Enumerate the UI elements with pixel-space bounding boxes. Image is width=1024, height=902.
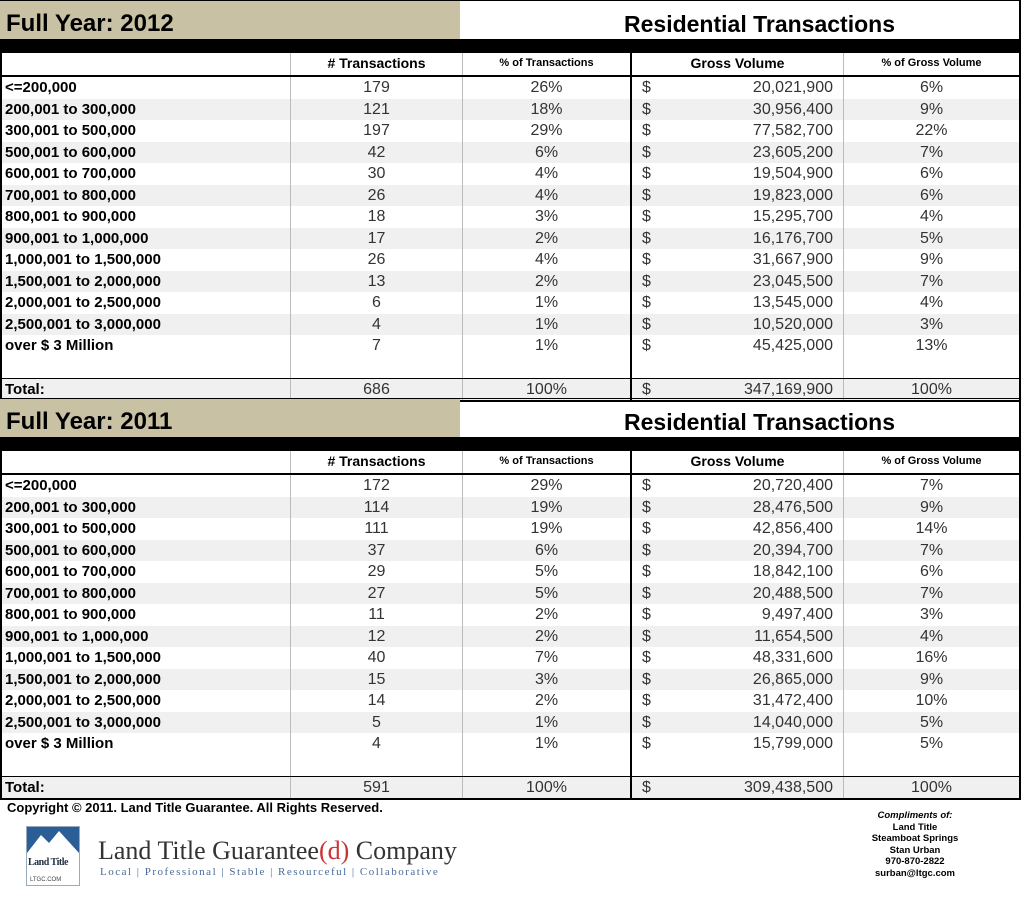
transactions-cell: 26 <box>290 249 462 271</box>
currency-symbol: $ <box>642 337 651 354</box>
gross-volume-value: 23,605,200 <box>752 143 833 161</box>
total-row <box>2 378 1019 401</box>
pct-transactions-cell: 1% <box>462 292 630 314</box>
price-range-label: 1,500,001 to 2,000,000 <box>5 272 161 290</box>
gross-volume-cell <box>630 647 843 669</box>
transactions-cell: 40 <box>290 647 462 669</box>
transactions-cell: 5 <box>290 712 462 734</box>
transactions-table <box>0 451 1021 800</box>
pct-transactions-cell: 1% <box>462 314 630 336</box>
pct-transactions-cell: 2% <box>462 271 630 293</box>
gross-volume-cell <box>630 379 843 401</box>
company-name-d: (d) <box>318 836 350 865</box>
gross-volume-cell <box>630 712 843 734</box>
transactions-cell: 179 <box>290 77 462 99</box>
table-row <box>2 518 1019 540</box>
pct-transactions-cell: 29% <box>462 475 630 497</box>
copyright-text: Copyright © 2011. Land Title Guarantee. All Rights Reserved. <box>7 800 383 815</box>
price-range-label: 300,001 to 500,000 <box>5 122 136 139</box>
currency-symbol: $ <box>642 79 651 96</box>
currency-symbol: $ <box>642 272 651 290</box>
price-range-label: 800,001 to 900,000 <box>5 208 136 225</box>
gross-volume-cell <box>630 733 843 755</box>
transactions-cell: 121 <box>290 99 462 121</box>
currency-symbol: $ <box>642 315 651 333</box>
price-range-label: over $ 3 Million <box>5 735 114 752</box>
price-range-label: 1,000,001 to 1,500,000 <box>5 251 161 268</box>
table-row <box>2 120 1019 142</box>
gross-volume-cell <box>630 540 843 562</box>
transactions-cell: 197 <box>290 120 462 142</box>
gross-volume-cell <box>630 497 843 519</box>
gross-volume-cell <box>630 142 843 164</box>
currency-symbol: $ <box>642 670 651 688</box>
pct-transactions-cell: 1% <box>462 335 630 357</box>
transactions-cell: 15 <box>290 669 462 691</box>
gross-volume-cell <box>630 561 843 583</box>
pct-transactions-cell: 26% <box>462 77 630 99</box>
transactions-cell: 29 <box>290 561 462 583</box>
pct-gross-volume-cell: 4% <box>843 292 1019 314</box>
currency-symbol: $ <box>642 520 651 537</box>
blank-row <box>2 357 1019 378</box>
compliments-line: Steamboat Springs <box>871 833 959 844</box>
transactions-cell: 12 <box>290 626 462 648</box>
gross-volume-value: 14,040,000 <box>752 713 833 731</box>
pct-gross-volume-cell: 9% <box>843 497 1019 519</box>
gross-volume-value: 42,856,400 <box>752 520 833 537</box>
currency-symbol: $ <box>642 498 651 516</box>
gross-volume-value: 26,865,000 <box>752 670 833 688</box>
price-range-label: 2,000,001 to 2,500,000 <box>5 692 161 709</box>
pct-transactions-cell: 1% <box>462 733 630 755</box>
gross-volume-value: 10,520,000 <box>752 315 833 333</box>
compliments-block <box>850 810 980 879</box>
gross-volume-value: 77,582,700 <box>752 122 833 139</box>
pct-transactions-cell: 29% <box>462 120 630 142</box>
pct-gross-volume-cell: 7% <box>843 475 1019 497</box>
pct-transactions-cell: 2% <box>462 690 630 712</box>
gross-volume-cell <box>630 206 843 228</box>
price-range-label: 200,001 to 300,000 <box>5 498 136 516</box>
pct-gross-volume-cell: 5% <box>843 712 1019 734</box>
table-header <box>2 53 1019 77</box>
gross-volume-cell <box>630 669 843 691</box>
pct-gross-volume-cell: 6% <box>843 561 1019 583</box>
table-row <box>2 271 1019 293</box>
gross-volume-cell <box>630 690 843 712</box>
company-logo <box>26 826 80 886</box>
pct-transactions-cell <box>462 357 630 378</box>
currency-symbol: $ <box>642 627 651 645</box>
price-range-label: 700,001 to 800,000 <box>5 186 136 204</box>
transactions-cell: 37 <box>290 540 462 562</box>
year-section <box>0 398 1021 800</box>
pct-gross-volume-cell: 6% <box>843 77 1019 99</box>
currency-symbol: $ <box>642 692 651 709</box>
gross-volume-value: 15,799,000 <box>752 735 833 752</box>
gross-volume-value: 9,497,400 <box>761 606 833 623</box>
price-range-label <box>2 357 290 378</box>
table-row <box>2 475 1019 497</box>
currency-symbol: $ <box>642 122 651 139</box>
currency-symbol: $ <box>642 563 651 580</box>
table-row <box>2 733 1019 755</box>
price-range-label: 2,000,001 to 2,500,000 <box>5 294 161 311</box>
transactions-cell: 591 <box>290 777 462 799</box>
price-range-label: 700,001 to 800,000 <box>5 584 136 602</box>
pct-transactions-cell: 19% <box>462 497 630 519</box>
compliments-line: surban@ltgc.com <box>875 867 955 879</box>
gross-volume-cell <box>630 163 843 185</box>
table-row <box>2 314 1019 336</box>
gross-volume-value: 347,169,900 <box>744 380 833 398</box>
table-row <box>2 292 1019 314</box>
section-subtitle: Residential Transactions <box>624 11 895 37</box>
currency-symbol: $ <box>642 541 651 559</box>
pct-gross-volume-cell: 5% <box>843 228 1019 250</box>
pct-transactions-cell: 7% <box>462 647 630 669</box>
table-row <box>2 604 1019 626</box>
pct-transactions-cell: 3% <box>462 206 630 228</box>
price-range-label: 1,000,001 to 1,500,000 <box>5 649 161 666</box>
pct-gross-volume-cell: 100% <box>843 379 1019 401</box>
pct-gross-volume-cell: 4% <box>843 626 1019 648</box>
transactions-cell: 111 <box>290 518 462 540</box>
pct-gross-volume-cell: 9% <box>843 669 1019 691</box>
header-label <box>2 451 290 473</box>
table-row <box>2 185 1019 207</box>
price-range-label: 300,001 to 500,000 <box>5 520 136 537</box>
pct-gross-volume-cell: 7% <box>843 583 1019 605</box>
table-row <box>2 690 1019 712</box>
gross-volume-cell <box>630 228 843 250</box>
table-row <box>2 249 1019 271</box>
transactions-cell: 18 <box>290 206 462 228</box>
currency-symbol: $ <box>642 477 651 494</box>
transactions-cell: 13 <box>290 271 462 293</box>
transactions-cell: 17 <box>290 228 462 250</box>
pct-transactions-cell: 1% <box>462 712 630 734</box>
gross-volume-value: 23,045,500 <box>752 272 833 290</box>
gross-volume-value: 19,504,900 <box>752 165 833 182</box>
gross-volume-value: 45,425,000 <box>752 337 833 354</box>
section-subtitle: Residential Transactions <box>624 409 895 435</box>
pct-gross-volume-cell: 13% <box>843 335 1019 357</box>
pct-transactions-cell: 100% <box>462 777 630 799</box>
pct-gross-volume-cell: 100% <box>843 777 1019 799</box>
company-name-main: Land Title Guarantee <box>98 836 319 865</box>
pct-gross-volume-cell: 10% <box>843 690 1019 712</box>
header-pct-gross-volume: % of Gross Volume <box>843 451 1019 473</box>
gross-volume-cell <box>630 755 843 776</box>
price-range-label: Total: <box>5 380 45 398</box>
table-row <box>2 497 1019 519</box>
header-gross-volume: Gross Volume <box>630 451 843 473</box>
transactions-cell: 27 <box>290 583 462 605</box>
pct-gross-volume-cell: 9% <box>843 249 1019 271</box>
price-range-label: over $ 3 Million <box>5 337 114 354</box>
price-range-label: 900,001 to 1,000,000 <box>5 229 149 247</box>
compliments-line: Stan Urban <box>889 844 941 856</box>
pct-transactions-cell: 100% <box>462 379 630 401</box>
price-range-label: 2,500,001 to 3,000,000 <box>5 713 161 731</box>
gross-volume-value: 18,842,100 <box>752 563 833 580</box>
logo-subtext: LTGC.COM <box>30 877 62 883</box>
total-row <box>2 776 1019 799</box>
price-range-label: 600,001 to 700,000 <box>5 563 136 580</box>
currency-symbol: $ <box>642 649 651 666</box>
pct-gross-volume-cell: 6% <box>843 163 1019 185</box>
pct-gross-volume-cell: 3% <box>843 314 1019 336</box>
table-row <box>2 206 1019 228</box>
logo-text: Land Title <box>28 857 68 868</box>
currency-symbol: $ <box>642 713 651 731</box>
pct-gross-volume-cell <box>843 357 1019 378</box>
year-title: Full Year: 2011 <box>0 399 460 437</box>
gross-volume-cell <box>630 335 843 357</box>
currency-symbol: $ <box>642 584 651 602</box>
currency-symbol: $ <box>642 100 651 118</box>
currency-symbol: $ <box>642 380 651 398</box>
gross-volume-cell <box>630 626 843 648</box>
pct-transactions-cell: 4% <box>462 185 630 207</box>
table-row <box>2 77 1019 99</box>
header-transactions: # Transactions <box>290 53 462 75</box>
transactions-table <box>0 53 1021 402</box>
year-title: Full Year: 2012 <box>0 1 460 39</box>
currency-symbol: $ <box>642 735 651 752</box>
table-row <box>2 626 1019 648</box>
currency-symbol: $ <box>642 294 651 311</box>
price-range-label: 200,001 to 300,000 <box>5 100 136 118</box>
company-tagline: Local | Professional | Stable | Resourceful | Collaborative <box>100 866 440 878</box>
pct-transactions-cell: 2% <box>462 228 630 250</box>
price-range-label: 800,001 to 900,000 <box>5 606 136 623</box>
header-pct-gross-volume: % of Gross Volume <box>843 53 1019 75</box>
table-row <box>2 163 1019 185</box>
currency-symbol: $ <box>642 606 651 623</box>
price-range-label: 500,001 to 600,000 <box>5 143 136 161</box>
pct-transactions-cell: 3% <box>462 669 630 691</box>
blank-row <box>2 755 1019 776</box>
gross-volume-cell <box>630 475 843 497</box>
gross-volume-value: 30,956,400 <box>752 100 833 118</box>
transactions-cell: 30 <box>290 163 462 185</box>
transactions-cell: 172 <box>290 475 462 497</box>
compliments-line: Land Title <box>892 821 938 833</box>
price-range-label: <=200,000 <box>5 477 77 494</box>
price-range-label: 2,500,001 to 3,000,000 <box>5 315 161 333</box>
table-row <box>2 669 1019 691</box>
transactions-cell: 6 <box>290 292 462 314</box>
currency-symbol: $ <box>642 186 651 204</box>
currency-symbol: $ <box>642 143 651 161</box>
gross-volume-value: 48,331,600 <box>752 649 833 666</box>
transactions-cell: 4 <box>290 733 462 755</box>
gross-volume-cell <box>630 357 843 378</box>
table-row <box>2 583 1019 605</box>
gross-volume-cell <box>630 604 843 626</box>
gross-volume-cell <box>630 185 843 207</box>
divider-bar <box>0 39 1021 53</box>
gross-volume-value: 28,476,500 <box>752 498 833 516</box>
price-range-label: 900,001 to 1,000,000 <box>5 627 149 645</box>
gross-volume-cell <box>630 583 843 605</box>
gross-volume-value: 20,394,700 <box>752 541 833 559</box>
pct-transactions-cell: 18% <box>462 99 630 121</box>
gross-volume-value: 309,438,500 <box>744 778 833 796</box>
pct-transactions-cell: 6% <box>462 540 630 562</box>
gross-volume-value: 20,488,500 <box>752 584 833 602</box>
gross-volume-cell <box>630 249 843 271</box>
compliments-line: 970-870-2822 <box>885 856 945 867</box>
price-range-label: 1,500,001 to 2,000,000 <box>5 670 161 688</box>
gross-volume-cell <box>630 120 843 142</box>
company-name <box>98 836 457 866</box>
header-gross-volume: Gross Volume <box>630 53 843 75</box>
table-row <box>2 335 1019 357</box>
table-row <box>2 712 1019 734</box>
transactions-cell: 11 <box>290 604 462 626</box>
table-header <box>2 451 1019 475</box>
pct-transactions-cell: 4% <box>462 163 630 185</box>
pct-gross-volume-cell: 6% <box>843 185 1019 207</box>
pct-gross-volume-cell: 5% <box>843 733 1019 755</box>
gross-volume-cell <box>630 777 843 799</box>
price-range-label: 500,001 to 600,000 <box>5 541 136 559</box>
header-label <box>2 53 290 75</box>
pct-transactions-cell: 5% <box>462 583 630 605</box>
pct-gross-volume-cell: 7% <box>843 142 1019 164</box>
table-row <box>2 540 1019 562</box>
transactions-cell <box>290 755 462 776</box>
table-row <box>2 99 1019 121</box>
transactions-cell: 26 <box>290 185 462 207</box>
transactions-cell: 686 <box>290 379 462 401</box>
price-range-label <box>2 755 290 776</box>
transactions-cell: 42 <box>290 142 462 164</box>
header-pct-transactions: % of Transactions <box>462 53 630 75</box>
currency-symbol: $ <box>642 251 651 268</box>
price-range-label: <=200,000 <box>5 79 77 96</box>
gross-volume-value: 11,654,500 <box>754 627 833 645</box>
header-transactions: # Transactions <box>290 451 462 473</box>
table-row <box>2 142 1019 164</box>
pct-gross-volume-cell: 14% <box>843 518 1019 540</box>
pct-transactions-cell: 6% <box>462 142 630 164</box>
pct-gross-volume-cell: 22% <box>843 120 1019 142</box>
gross-volume-value: 20,720,400 <box>752 477 833 494</box>
gross-volume-value: 31,667,900 <box>752 251 833 268</box>
pct-gross-volume-cell: 7% <box>843 540 1019 562</box>
gross-volume-value: 13,545,000 <box>752 294 833 311</box>
gross-volume-value: 16,176,700 <box>752 229 833 247</box>
gross-volume-cell <box>630 77 843 99</box>
year-section <box>0 0 1021 402</box>
pct-gross-volume-cell: 7% <box>843 271 1019 293</box>
compliments-heading: Compliments of: <box>877 810 953 821</box>
pct-transactions-cell: 19% <box>462 518 630 540</box>
currency-symbol: $ <box>642 229 651 247</box>
table-row <box>2 228 1019 250</box>
transactions-cell: 14 <box>290 690 462 712</box>
gross-volume-value: 19,823,000 <box>752 186 833 204</box>
gross-volume-cell <box>630 292 843 314</box>
price-range-label: 600,001 to 700,000 <box>5 165 136 182</box>
pct-gross-volume-cell: 3% <box>843 604 1019 626</box>
header-pct-transactions: % of Transactions <box>462 451 630 473</box>
gross-volume-value: 15,295,700 <box>752 208 833 225</box>
mountain-icon <box>27 827 79 853</box>
section-title-bar <box>0 398 1021 437</box>
pct-gross-volume-cell <box>843 755 1019 776</box>
gross-volume-cell <box>630 314 843 336</box>
table-row <box>2 561 1019 583</box>
company-name-tail: Company <box>349 836 457 865</box>
currency-symbol: $ <box>642 208 651 225</box>
currency-symbol: $ <box>642 165 651 182</box>
transactions-cell <box>290 357 462 378</box>
pct-gross-volume-cell: 4% <box>843 206 1019 228</box>
gross-volume-cell <box>630 99 843 121</box>
gross-volume-cell <box>630 518 843 540</box>
gross-volume-value: 31,472,400 <box>752 692 833 709</box>
transactions-cell: 7 <box>290 335 462 357</box>
pct-transactions-cell: 5% <box>462 561 630 583</box>
pct-gross-volume-cell: 9% <box>843 99 1019 121</box>
gross-volume-cell <box>630 271 843 293</box>
pct-transactions-cell <box>462 755 630 776</box>
pct-transactions-cell: 2% <box>462 604 630 626</box>
section-title-bar <box>0 0 1021 39</box>
transactions-cell: 4 <box>290 314 462 336</box>
pct-gross-volume-cell: 16% <box>843 647 1019 669</box>
divider-bar <box>0 437 1021 451</box>
pct-transactions-cell: 4% <box>462 249 630 271</box>
currency-symbol: $ <box>642 778 651 796</box>
pct-transactions-cell: 2% <box>462 626 630 648</box>
gross-volume-value: 20,021,900 <box>752 79 833 96</box>
table-row <box>2 647 1019 669</box>
transactions-cell: 114 <box>290 497 462 519</box>
price-range-label: Total: <box>5 778 45 796</box>
